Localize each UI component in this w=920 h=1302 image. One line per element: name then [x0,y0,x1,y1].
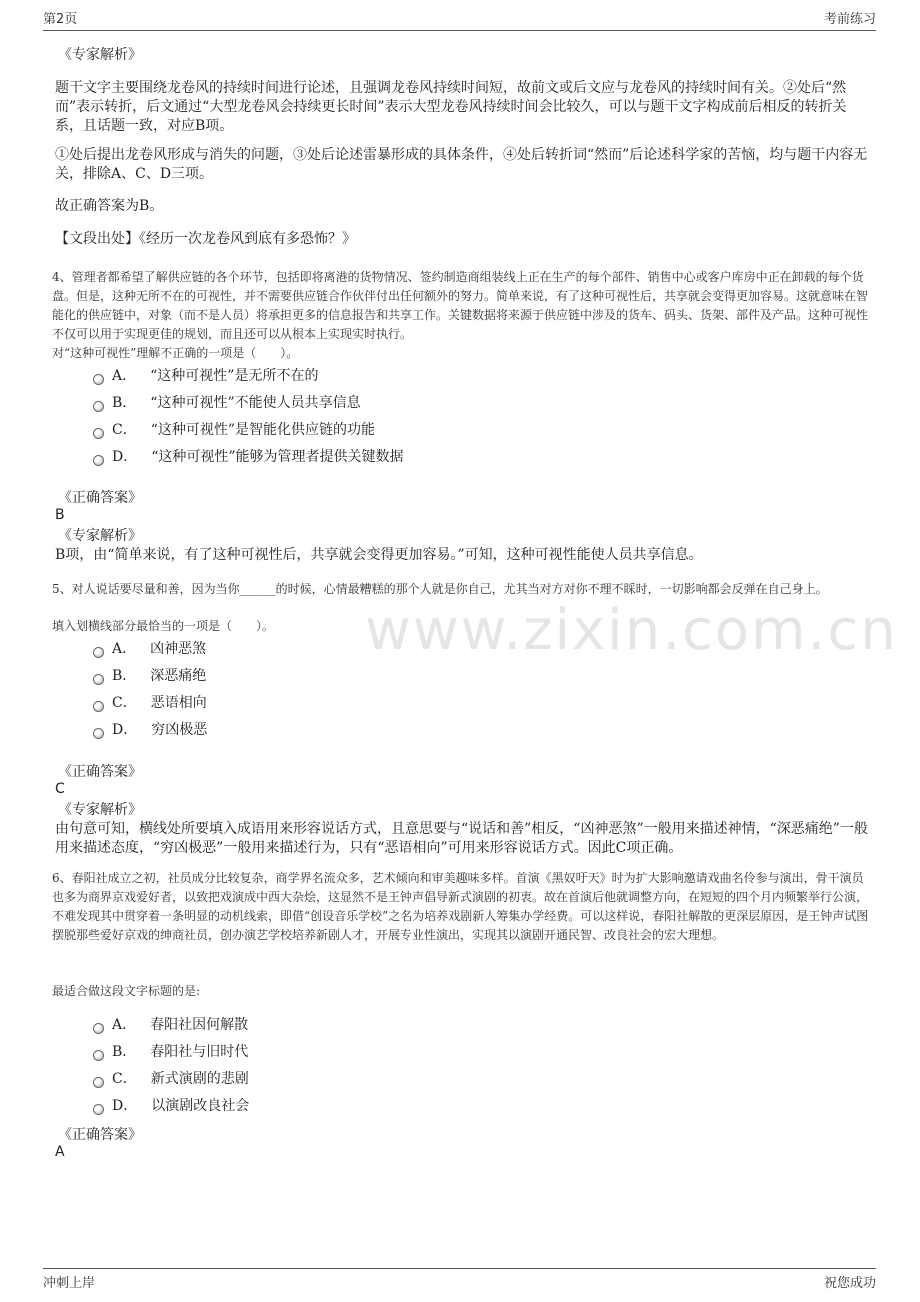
expert-analysis-label: 《专家解析》 [58,528,142,544]
radio-icon[interactable] [93,1023,104,1034]
radio-icon[interactable] [93,455,104,466]
radio-icon[interactable] [93,401,104,412]
analysis-paragraph: B项，由“简单来说，有了这种可视性后，共享就会变得更加容易。”可知，这种可视性能使人员共享信息。 [55,547,703,563]
radio-icon[interactable] [93,674,104,685]
correct-answer: A [55,1144,65,1160]
question-stem: 6、春阳社成立之初，社员成分比较复杂，商学界名流众多，艺术倾向和审美趣味多样。首演《黑奴吁天》时为扩大影响邀请戏曲名伶参与演出，骨干演员也多为商界京戏爱好者，以致把戏演成中西大杂烩，这显然不是王钟声倡导新式演剧的初衷。故在首演后他就调整方向，在短短的四个月内频繁举行公演，不难发现其中贯穿着一条明显的动机线索，即借“创设音乐学校”之名为培养戏剧新人筹集办学经费。可以这样说，春阳社解散的更深层原因，是王钟声试图摆脱那些爱好京戏的绅商社员，创办演艺学校培养新剧人才，开展专业性演出，实现其以演剧开通民智、改良社会的宏大理想。 [52,871,869,942]
analysis-conclusion: 故正确答案为B。 [55,198,164,214]
analysis-paragraph: ①处后提出龙卷风形成与消失的问题，③处后论述雷暴形成的具体条件，④处后转折词“然而”后论述科学家的苦恼，均与题干内容无关，排除A、C、D三项。 [55,147,868,182]
question-stem: 4、管理者都希望了解供应链的各个环节，包括即将离港的货物情况、签约制造商组装线上正在生产的每个部件、销售中心或客户库房中正在卸载的每个货盘。但是，这种无所不在的可视性，并不需要供应链合作伙伴付出任何额外的努力。简单来说，有了这种可视性后，共享就会变得更加容易。这就意味在智能化的供应链中，对象（而不是人员）将承担更多的信息报告和共享工作。关键数据将来源于供应链中涉及的货车、码头、货架、部件及产品。这种可视性不仅可以用于实现更佳的规划，而且还可以从根本上实现实时执行。 [52,270,869,341]
radio-icon[interactable] [93,701,104,712]
correct-answer-label: 《正确答案》 [58,764,142,780]
option-d[interactable]: D． 以演剧改良社会 [93,1096,249,1116]
radio-icon[interactable] [93,374,104,385]
analysis-paragraph: 题干文字主要围绕龙卷风的持续时间进行论述，且强调龙卷风持续时间短，故前文或后文应与龙卷风的持续时间有关。②处后“然而”表示转折，后文通过“大型龙卷风会持续更长时间”表示大型龙卷风持续时间会比较久，可以与题干文字构成前后相反的转折关系，且话题一致，对应B项。 [55,80,847,134]
footer-right-text: 祝您成功 [823,1276,876,1291]
option-a[interactable]: A． 春阳社因何解散 [93,1015,248,1035]
question-prompt: 最适合做这段文字标题的是: [52,984,201,998]
analysis-paragraph: 由句意可知，横线处所要填入成语用来形容说话方式，且意思要与“说话和善”相反，“凶神恶煞”一般用来描述神情，“深恶痛绝”一般用来描述态度，“穷凶极恶”一般用来描述行为，只有“恶语相向”可用来形容说话方式。因此C项正确。 [55,821,868,856]
correct-answer-label: 《正确答案》 [58,1127,142,1143]
option-c[interactable]: C． “这种可视性”是智能化供应链的功能 [93,420,375,440]
source-citation: 【文段出处】《经历一次龙卷风到底有多恐怖？》 [55,231,356,247]
option-b[interactable]: B． “这种可视性”不能使人员共享信息 [93,393,361,413]
radio-icon[interactable] [93,728,104,739]
correct-answer-label: 《正确答案》 [58,490,142,506]
radio-icon[interactable] [93,1050,104,1061]
radio-icon[interactable] [93,1077,104,1088]
correct-answer: B [55,507,65,523]
radio-icon[interactable] [93,1104,104,1115]
section-title: 考前练习 [823,12,876,27]
option-b[interactable]: B． 春阳社与旧时代 [93,1042,248,1062]
radio-icon[interactable] [93,647,104,658]
option-b[interactable]: B． 深恶痛绝 [93,666,206,686]
expert-analysis-label: 《专家解析》 [58,802,142,818]
option-c[interactable]: C． 恶语相向 [93,693,207,713]
watermark: www.zixin.com.cn [365,598,898,663]
option-a[interactable]: A． 凶神恶煞 [93,639,206,659]
option-c[interactable]: C． 新式演剧的悲剧 [93,1069,249,1089]
expert-analysis-label: 《专家解析》 [58,47,142,63]
option-a[interactable]: A． “这种可视性”是无所不在的 [93,366,318,386]
question-stem: 5、对人说话要尽量和善，因为当你______的时候，心情最糟糕的那个人就是你自己，尤其当对方对你不理不睬时，一切影响都会反弹在自己身上。 [52,582,828,596]
footer-rule [43,1268,876,1269]
option-d[interactable]: D． 穷凶极恶 [93,720,207,740]
correct-answer: C [55,781,65,797]
question-prompt: 填入划横线部分最恰当的一项是（ ）。 [52,619,275,633]
header-rule [43,30,876,31]
question-prompt: 对“这种可视性”理解不正确的一项是（ ）。 [52,346,299,360]
footer-left-text: 冲刺上岸 [43,1276,96,1291]
option-d[interactable]: D． “这种可视性”能够为管理者提供关键数据 [93,447,404,467]
radio-icon[interactable] [93,428,104,439]
page-number: 第2页 [43,12,78,27]
